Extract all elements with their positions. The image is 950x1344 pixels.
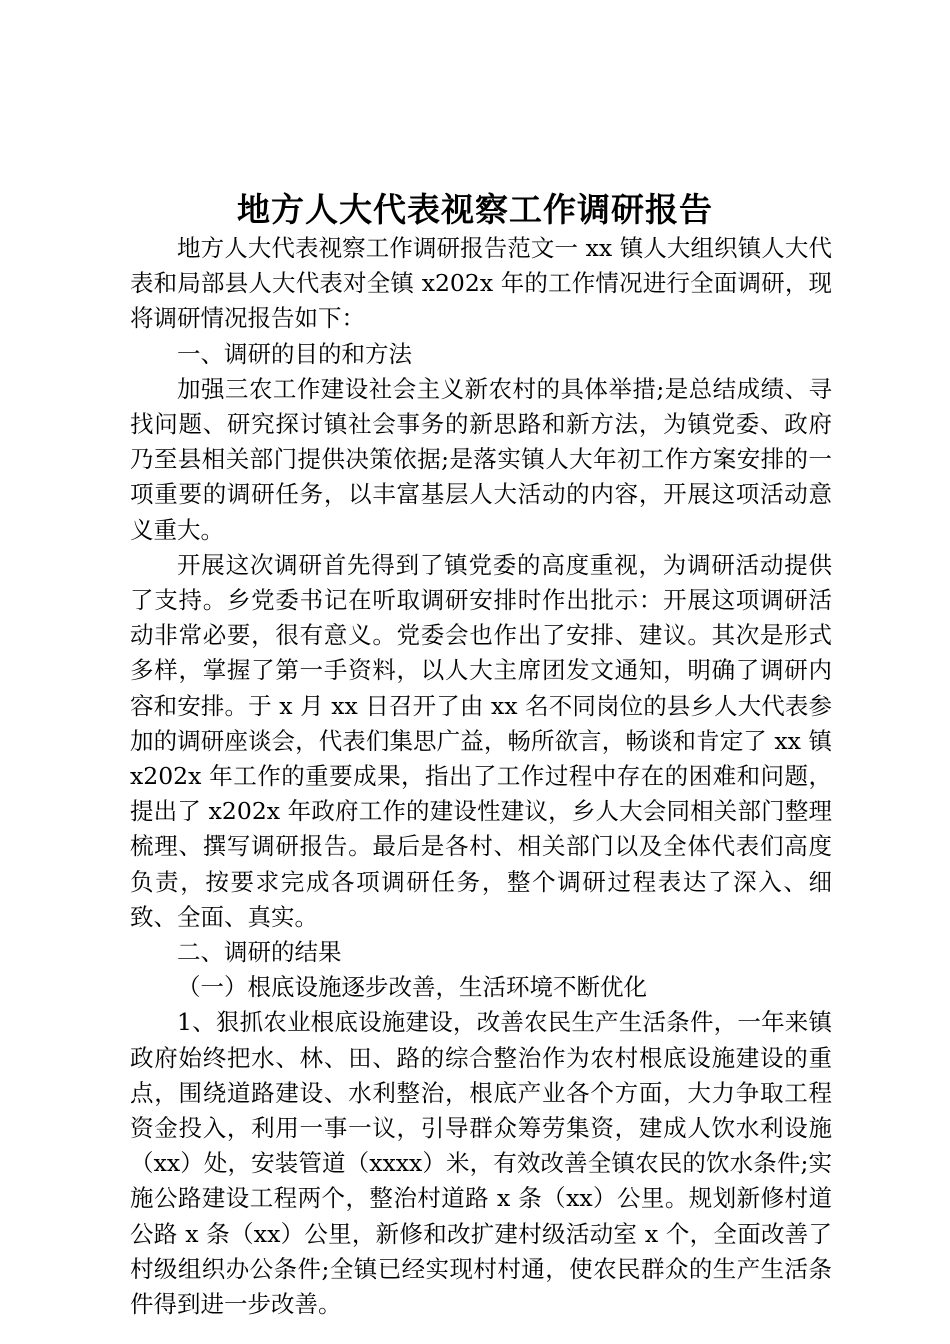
section-heading-results: 二、调研的结果 — [177, 938, 342, 967]
paragraph-intro: 地方人大代表视察工作调研报告范文一 xx 镇人大组织镇人大代表和局部县人大代表对全镇 x202x 年的工作情况进行全面调研，现将调研情况报告如下： — [130, 234, 832, 333]
document-title: 地方人大代表视察工作调研报告 — [237, 190, 713, 229]
paragraph-infrastructure: 1、狠抓农业根底设施建设，改善农民生产生活条件，一年来镇政府始终把水、林、田、路的综合整治作为农村根底设施建设的重点，围绕道路建设、水利整治，根底产业各个方面，大力争取工程资金投入，利用一事一议，引导群众筹劳集资，建成人饮水利设施（xx）处，安装管道（xxxx）米，有效改善全镇农民的饮水条件;实施公路建设工程两个，整治村道路 x 条（xx）公里。规划新修村道公路 x 条（xx）公里，新修和改扩建村级活动室 x 个，全面改善了村级组织办公条件;全镇已经实现村村通，使农民群众的生产生活条件得到进一步改善。 — [130, 1008, 832, 1319]
paragraph-process: 开展这次调研首先得到了镇党委的高度重视，为调研活动提供了支持。乡党委书记在听取调研安排时作出批示：开展这项调研活动非常必要，很有意义。党委会也作出了安排、建议。其次是形式多样，掌握了第一手资料，以人大主席团发文通知，明确了调研内容和安排。于 x 月 xx 日召开了由 xx 名不同岗位的县乡人大代表参加的调研座谈会，代表们集思广益，畅所欲言，畅谈和肯定了 xx 镇 x202x 年工作的重要成果，指出了工作过程中存在的困难和问题，提出了 x202x 年政府工作的建设性建议，乡人大会同相关部门整理梳理、撰写调研报告。最后是各村、相关部门以及全体代表们高度负责，按要求完成各项调研任务，整个调研过程表达了深入、细致、全面、真实。 — [130, 550, 832, 931]
paragraph-purpose: 加强三农工作建设社会主义新农村的具体举措;是总结成绩、寻找问题、研究探讨镇社会事务的新思路和新方法，为镇党委、政府乃至县相关部门提供决策依据;是落实镇人大年初工作方案安排的一项重要的调研任务，以丰富基层人大活动的内容，开展这项活动意义重大。 — [130, 374, 832, 544]
document-body — [130, 231, 832, 1322]
subsection-heading-infrastructure: （一）根底设施逐步改善，生活环境不断优化 — [177, 973, 647, 1002]
section-heading-purpose: 一、调研的目的和方法 — [177, 339, 412, 368]
